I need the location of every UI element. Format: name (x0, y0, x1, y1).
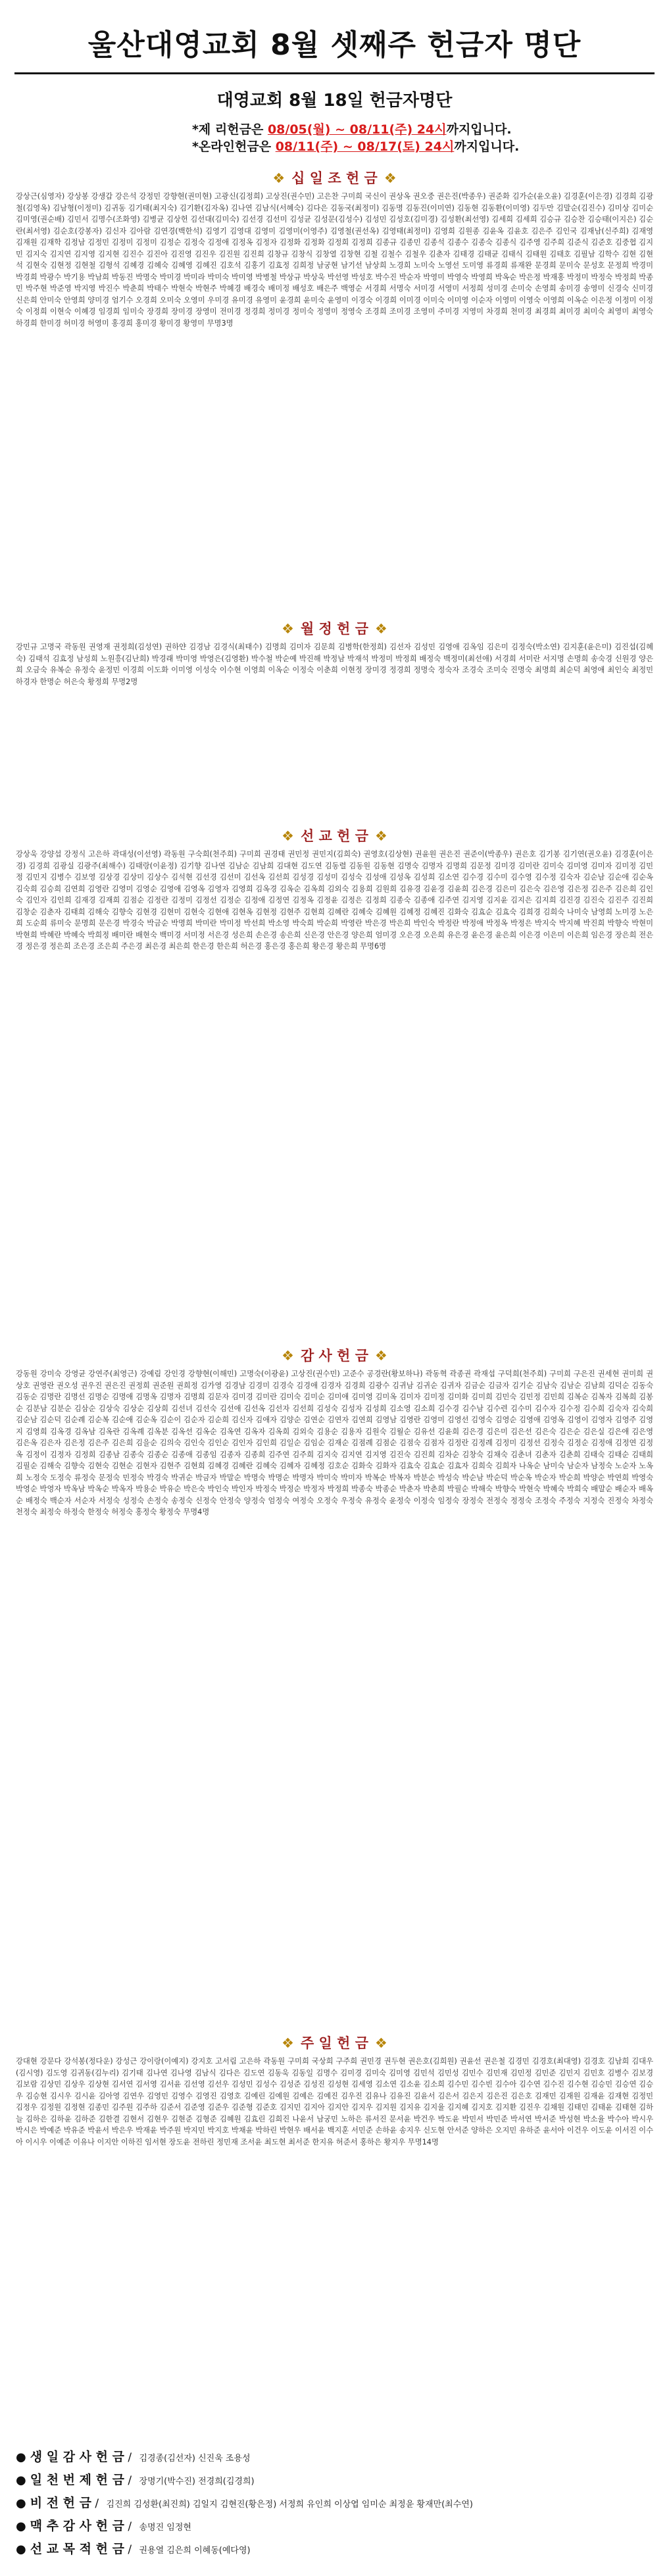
diamond-ornament-icon: ❖ (375, 828, 387, 844)
diamond-ornament-icon: ❖ (282, 1348, 294, 1364)
offering-period-1: *제 리헌금은 08/05(월) ~ 08/11(주) 24시까지입니다. (192, 122, 512, 137)
diamond-ornament-icon: ❖ (282, 621, 294, 637)
bullet-icon: ● (16, 2519, 26, 2533)
diamond-ornament-icon: ❖ (375, 2035, 387, 2051)
section-title-mission: ❖ 선 교 헌 금 ❖ (282, 828, 387, 844)
diamond-ornament-icon: ❖ (272, 170, 285, 186)
diamond-ornament-icon: ❖ (375, 621, 387, 637)
footer-row-birthday: ● 생 일 감 사 헌 금 / 김경종(김선자) 신진욱 조용성 (16, 2450, 251, 2464)
footer-row-thousand: ● 일 천 번 제 헌 금 / 장명기(박수진) 전경희(김경희) (16, 2473, 255, 2487)
thanksgiving-name-list: 강동원 강미숙 강영균 강연주(최영근) 강예림 강인경 강향현(이해민) 고명숙(이광윤) 고상진(권수민) 고준수 공경란(황보하나) 곽동혁 곽종권 곽재섭 구덕희(천주희) 구미희 구은진 권세현 권미희 권상호 권영란 권오성 권우진 권은진 권정희 권준원 권희정 김가영 김경남 김경미 김경숙 김경애 김경자 김경희 김광수 김귀남 김귀순 김귀자 김금순 김금자 김기순 김남숙 김남순 김남희 김덕순 김동숙 김동순 김명란 김명선 김명순 김명애 김명옥 김명자 김명희 김문자 김미경 김미란 김미숙 김미순 김미애 김미영 김미옥 김미자 김미정 김미화 김미희 김민숙 김민정 김민희 김복순 김복자 김복희 김봉순 김분남 김분순 김삼순 김상숙 김상순 김상희 김선녀 김선숙 김선애 김선옥 김선자 김선희 김성숙 김성자 김성희 김소영 김소희 김수경 김수남 김수련 김수미 김수자 김수정 김수희 김숙자 김숙희 김순남 김순덕 김순례 김순복 김순애 김순옥 김순이 김순자 김순희 김신자 김애자 김양순 김연순 김연자 김연희 김영남 김영란 김영미 김영선 김영숙 김영순 김영애 김영옥 김영이 김영자 김영주 김영지 김영희 김옥경 김옥남 김옥란 김옥례 김옥분 김옥선 김옥순 김옥연 김옥자 김옥희 김외숙 김용순 김용자 김원숙 김월순 김유선 김윤희 김은경 김은미 김은선 김은숙 김은순 김은실 김은애 김은영 김은옥 김은자 김은정 김은주 김은희 김을순 김의숙 김인숙 김인순 김인자 김인희 김일순 김임순 김재순 김점례 김점순 김점숙 김점자 김정란 김정례 김정미 김정선 김정숙 김정순 김정애 김정연 김정옥 김정이 김정자 김정희 김종남 김종숙 김종순 김종애 김종임 김종자 김종희 김주연 김주희 김지숙 김지연 김지영 김진숙 김진희 김차순 김창숙 김채숙 김춘녀 김춘자 김춘희 김태숙 김태순 김태희 김필순 김해숙 김향숙 김현숙 김현순 김현자 김현주 김현희 김혜경 김혜란 김혜숙 김혜자 김혜정 김호순 김화숙 김화자 김효숙 김효순 김효자 김희숙 김희자 나옥순 남미숙 남순자 남정숙 노순자 노옥희 노정숙 도정숙 류정숙 문정숙 민정숙 박경숙 박귀순 박금자 박말순 박명숙 박명순 박명자 박미숙 박미자 박복순 박복자 박분순 박성숙 박순남 박순덕 박순옥 박순자 박순희 박양순 박연희 박영숙 박영순 박영자 박옥남 박옥순 박옥자 박용순 박유순 박은숙 박인숙 박인자 박정숙 박정순 박정자 박정희 박종숙 박종순 박춘자 박춘희 박필순 박해숙 박향숙 박현숙 박혜숙 박희숙 배말순 배순자 배옥순 배정숙 백순자 서순자 서정숙 성정숙 손정숙 송정숙 신정숙 안정숙 양정숙 엄정숙 여정숙 오정숙 우정숙 유정숙 윤정숙 이정숙 임정숙 장정숙 전정숙 정정숙 조정숙 주정숙 지정숙 진정숙 차정숙 천정숙 최정숙 하정숙 한정숙 허정숙 홍정숙 황정숙 무명4명 (16, 1370, 653, 1516)
sunday-name-list: 강대현 강문다 강석봉(정다운) 강성근 강이랑(이예지) 강지호 고서림 고은하 곽동원 구미희 국상희 구주희 권민경 권두현 권은호(김희원) 권윤선 권은철 김경민 김경호(최대영) 김경호 김남희 김대우(김시영) 김도영 김귀동(김누리) 김기태 김나연 김나영 김남식 김다은 김도연 김동욱 김동일 김명수 김미경 김미숙 김미영 김민석 김민성 김민수 김민재 김민정 김민준 김민지 김민호 김병수 김보경 김보람 김상민 김상우 김상현 김서연 김서영 김서윤 김선영 김선우 김성민 김성수 김성준 김성진 김성현 김세영 김소연 김소윤 김소희 김수민 김수빈 김수아 김수연 김수진 김수현 김승민 김승연 김승우 김승현 김시우 김시윤 김아영 김연우 김영민 김영수 김영진 김영호 김예린 김예원 김예은 김예진 김우진 김유나 김유진 김윤서 김은서 김은지 김은진 김은호 김재민 김재원 김재윤 김재현 김정민 김정우 김정원 김정현 김종민 김주원 김주하 김준서 김준영 김준우 김준형 김준호 김지민 김지아 김지안 김지우 김지원 김지유 김지율 김지혜 김지호 김지환 김진우 김채원 김태민 김태윤 김태현 김하늘 김하은 김하윤 김하준 김한결 김현서 김현우 김현준 김형준 김혜원 김효린 김희진 나윤서 남궁민 노하은 류서진 문서윤 박건우 박도윤 박민서 박민준 박서연 박서준 박성현 박소율 박수아 박시우 박시은 박예준 박유준 박윤서 박은우 박재윤 박주원 박지민 박지호 박채윤 박하린 박현우 배서윤 백지훈 서민준 손하윤 송지우 신도현 안서준 양하은 오지민 유하준 윤서아 이건우 이도윤 이서진 이수아 이시우 이예준 이유나 이지안 이하진 임서현 장도윤 전하린 정민재 조서윤 최도현 최서준 한지유 허준서 홍하은 황지우 무명14명 (16, 2057, 653, 2146)
page-title: 울산대영교회 8월 셋째주 헌금자 명단 (87, 28, 582, 62)
bullet-icon: ● (16, 2542, 26, 2556)
diamond-ornament-icon: ❖ (282, 828, 294, 844)
bullet-icon: ● (16, 2473, 26, 2487)
title-underline (14, 72, 655, 74)
section-title-monthly: ❖ 월 정 헌 금 ❖ (282, 621, 387, 637)
bullet-icon: ● (16, 2450, 26, 2464)
diamond-ornament-icon: ❖ (282, 2035, 294, 2051)
section-title-thanksgiving: ❖ 감 사 헌 금 ❖ (282, 1348, 387, 1364)
mission-name-list: 강상욱 강양섭 강정식 고은하 곽대성(이선영) 곽동원 구숙희(천주희) 구미희 권경태 권민정 권민지(김희숙) 권영호(김상현) 권윤원 권은진 권준이(박종우) 권은호 김기봉 김기연(권오윤) 김경훈(이은경) 김경희 김광실 김광주(최해수) 김태랑(이윤정) 김기향 김나연 김남순 김남희 김대현 김도연 김동렬 김동원 김동현 김명숙 김명자 김명희 김문정 김미경 김미란 김미숙 김미영 김미자 김미정 김민정 김민지 김병수 김보영 김상경 김상미 김상수 김석현 김선경 김선미 김선옥 김선희 김성경 김성미 김성숙 김성애 김성옥 김성희 김소연 김수경 김수미 김수영 김수정 김숙자 김순남 김순애 김순옥 김숙희 김승희 김연희 김영란 김영미 김영순 김영애 김영옥 김영자 김영희 김옥경 김옥순 김옥희 김외숙 김용희 김원희 김유경 김윤경 김윤희 김은경 김은미 김은숙 김은영 김은정 김은주 김은희 김인숙 김인자 김인희 김재경 김재희 김점순 김정란 김정미 김정선 김정순 김정애 김정연 김정옥 김정윤 김정은 김정희 김종숙 김종애 김주연 김지영 김지윤 김지은 김지희 김진경 김진숙 김진주 김진희 김창순 김춘자 김태희 김해숙 김향숙 김현경 김현미 김현숙 김현애 김현옥 김현정 김현주 김현희 김혜란 김혜숙 김혜원 김혜정 김혜진 김화숙 김효순 김효숙 김희경 김희숙 나미숙 남영희 노미경 노은희 도순희 류미숙 문명희 문은경 박경숙 박금순 박명희 박미란 박미정 박선희 박소영 박숙희 박순희 박영란 박은경 박은희 박인숙 박정란 박정애 박정옥 박정은 박지숙 박지혜 박진희 박향숙 박현미 박현희 박혜란 박혜숙 박희정 배미란 배현숙 백미경 서미정 서은경 성은희 손은경 송은희 신은경 안은경 양은희 엄미경 오은경 오은희 유은경 윤은경 윤은희 이은경 이은미 이은희 임은경 장은희 전은경 정은경 정은희 조은경 조은희 주은경 최은경 최은희 한은경 한은희 허은경 홍은경 홍은희 황은경 황은희 무명6명 (16, 850, 653, 951)
bullet-icon: ● (16, 2496, 26, 2510)
footer-row-harvest: ● 맥 추 감 사 헌 금 / 송명진 임정현 (16, 2519, 191, 2533)
diamond-ornament-icon: ❖ (375, 1348, 387, 1364)
page-subtitle: 대영교회 8월 18일 헌금자명단 (216, 91, 453, 111)
monthly-name-list: 강민규 고명국 곽동원 권영재 권정희(김성연) 권하얀 김경남 김경식(최태수) 김명희 김미자 김문희 김병학(한정희) 김선자 김성민 김영애 김옥임 김은미 김정숙(박소연) 김지훈(윤은미) 김진섭(김혜숙) 김태석 김효정 남성희 노원흥(김난희) 박경래 박미영 박영은(김영환) 박수철 박순예 박진해 박정남 박재석 박정미 박정희 배정숙 백정미(최선애) 서경희 서미란 서지명 손명희 송숙경 신원경 양은희 오금숙 유복순 유정숙 윤정민 이경희 이도화 이미영 이성숙 이수현 이영희 이옥순 이정숙 이춘희 이현정 장미경 정경희 정명숙 정숙자 조경숙 조미숙 진명숙 최명희 최순덕 최영애 최인숙 최정민 하경자 한명순 허은숙 황정희 무명2명 (16, 643, 653, 686)
footer-row-vision: ● 비 전 헌 금 / 김진희 김성환(최진희) 김일지 김현진(황은정) 서정희 유인희 이상엽 임미순 최정윤 황재만(최수연) (16, 2496, 473, 2510)
tithe-name-list: 강상근(심영자) 강상봉 강생갑 강은석 강정민 강향현(권미현) 고광신(김정희) 고상진(권수민) 고은찬 구미희 국신이 권상옥 권오중 권은진(박종우) 권준화 김가순(윤오윤) 김경훈(이은경) 김경희 김광철(김영옥) 김남형(이정미) 김귀동 김기태(최지숙) 김기환(김자옥) 김나연 김남식(서혜숙) 김다은 김동국(최정미) 김동명 김동진(이미연) 김동현 김동환(이미영) 김두만 김말순(김진수) 김미상 김미순 김미영(권순배) 김민서 김명수(조화영) 김병균 김상헌 김선대(김미숙) 김선경 김선미 김성균 김성문(김성수) 김성민 김성호(김미경) 김성환(최선영) 김세희 김세희 김승규 김승찬 김승태(이지은) 김순란(최서영) 김순호(강봉자) 김신자 김아람 김연경(백한석) 김영기 김영대 김영미 김영미(이영주) 김영철(권선옥) 김영태(최정미) 김영희 김원종 김윤옥 김윤호 김은주 김인국 김재남(신주희) 김재영 김재원 김재학 김정남 김정민 김정미 김정미 김정순 김정숙 김정애 김정옥 김정자 김정화 김정화 김정희 김정희 김종규 김종민 김종석 김종수 김종숙 김종식 김주영 김주희 김준식 김준호 김중협 김지민 김지숙 김지연 김지영 김지현 김진수 김진아 김진영 김진우 김진원 김진희 김창규 김창식 김창열 김창현 김철 김철수 김철우 김춘자 김태경 김태균 김태식 김태원 김태호 김필남 김학수 김현 김현석 김현숙 김현정 김현철 김형석 김혜경 김혜숙 김혜영 김혜진 김호석 김홍기 김효정 김희정 남궁현 남기선 남상희 노경희 노미숙 노영선 도미영 류경희 류재완 문경희 문미숙 문성호 문정희 박경미 박경희 박광수 박기용 박남희 박동진 박명숙 박미경 박미라 박미숙 박미영 박병철 박상규 박상욱 박선영 박성호 박수진 박순자 박영미 박영숙 박영희 박옥순 박은정 박재홍 박정미 박정숙 박정희 박종민 박주현 박준영 박지영 박진수 박춘희 박태수 박현숙 박현주 박혜경 배경숙 배미정 배성호 배은주 백영순 서경희 서명숙 서미경 서영미 서정희 성미경 손미숙 손영희 송미경 송영미 신경숙 신미경 신은희 안미숙 안영희 양미경 엄기수 오경희 오미숙 오영미 우미경 유미경 유영미 윤경희 윤미숙 윤영미 이경숙 이경희 이미경 이미숙 이미영 이순자 이영미 이영숙 이영희 이옥순 이은정 이정미 이정숙 이정희 이현숙 이혜경 임경희 임미숙 장경희 장미경 장영미 전미경 정경희 정미경 정미숙 정영미 정영숙 조경희 조미경 조영미 주미경 지영미 차경희 천미경 최경희 최미경 최미숙 최영미 최영숙 하경희 한미경 허미경 허영미 홍경희 홍미경 황미경 황영미 무명3명 (16, 192, 653, 328)
section-title-sunday: ❖ 주 일 헌 금 ❖ (282, 2035, 387, 2051)
diamond-ornament-icon: ❖ (384, 170, 397, 186)
section-title-tithe: ❖ 십 일 조 헌 금 ❖ (272, 170, 397, 186)
footer-row-mission-purpose: ● 선 교 목 적 헌 금 / 권용열 김은희 이혜동(예다영) (16, 2542, 251, 2556)
offering-period-2: *온라인헌금은 08/11(주) ~ 08/17(토) 24시까지입니다. (192, 139, 520, 154)
